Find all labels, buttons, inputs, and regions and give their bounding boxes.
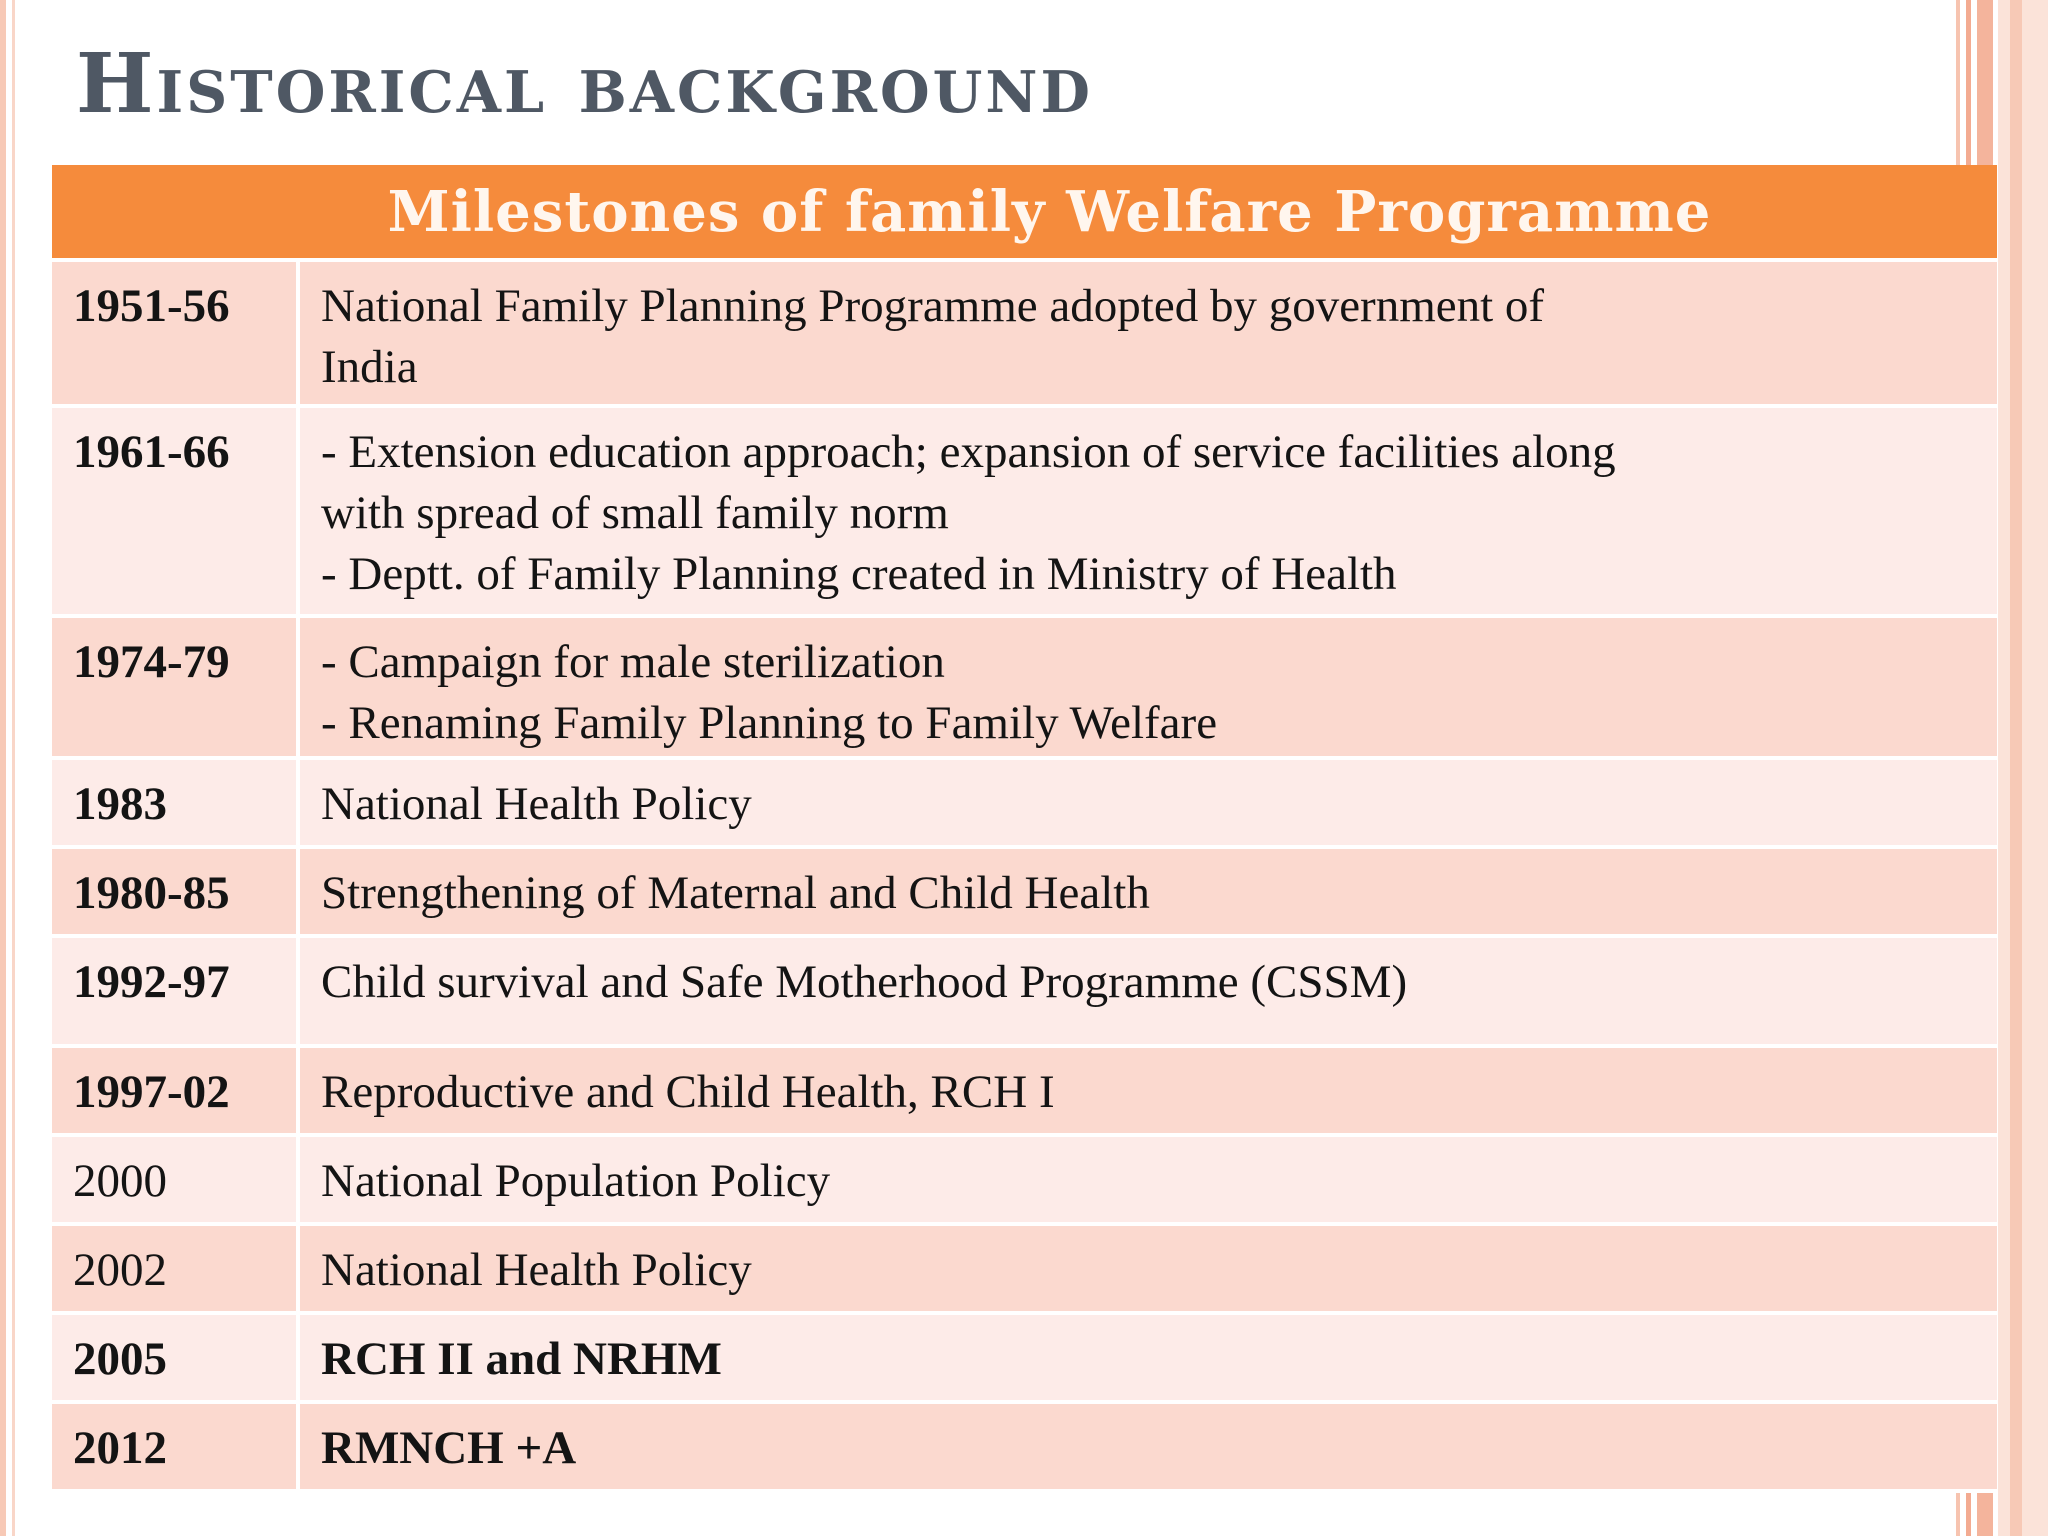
description-line: India bbox=[321, 341, 418, 393]
table-row bbox=[52, 849, 1997, 938]
description-line: - Deptt. of Family Planning created in Ministry of Health bbox=[321, 548, 1397, 600]
description-cell bbox=[300, 1226, 1997, 1311]
description-line: RMNCH +A bbox=[321, 1422, 577, 1474]
right-border-stripe-4 bbox=[2010, 0, 2022, 1536]
year-cell: 1997-02 bbox=[52, 1048, 300, 1133]
description-line: National Population Policy bbox=[321, 1155, 831, 1207]
year-cell: 1983 bbox=[52, 760, 300, 845]
description-line: - Extension education approach; expansion of service facilities along bbox=[321, 426, 1616, 478]
description-line: Strengthening of Maternal and Child Health bbox=[321, 867, 1150, 919]
table-row bbox=[52, 938, 1997, 1048]
year-cell: 2005 bbox=[52, 1315, 300, 1400]
year-cell: 1980-85 bbox=[52, 849, 300, 934]
description-line: - Campaign for male sterilization bbox=[321, 636, 945, 688]
table-row bbox=[52, 1137, 1997, 1226]
description-cell bbox=[300, 262, 1997, 404]
description-cell bbox=[300, 760, 1997, 845]
year-cell: 1951-56 bbox=[52, 262, 300, 404]
year-cell: 1961-66 bbox=[52, 408, 300, 614]
description-line: Reproductive and Child Health, RCH I bbox=[321, 1066, 1055, 1118]
description-cell bbox=[300, 849, 1997, 934]
slide-title: Historical background bbox=[76, 36, 1093, 132]
description-line: National Health Policy bbox=[321, 1244, 752, 1296]
description-cell bbox=[300, 1315, 1997, 1400]
year-cell: 1974-79 bbox=[52, 618, 300, 756]
description-line: National Family Planning Programme adopted by government of bbox=[321, 280, 1545, 332]
description-line: RCH II and NRHM bbox=[321, 1333, 722, 1385]
table-row bbox=[52, 1315, 1997, 1404]
description-line: - Renaming Family Planning to Family Welfare bbox=[321, 697, 1218, 749]
table-row bbox=[52, 1226, 1997, 1315]
description-cell bbox=[300, 1137, 1997, 1222]
year-cell: 2012 bbox=[52, 1404, 300, 1489]
table-row bbox=[52, 262, 1997, 408]
description-cell bbox=[300, 938, 1997, 1044]
left-border-thin-stripe bbox=[12, 0, 15, 1536]
table-row bbox=[52, 618, 1997, 760]
description-line: National Health Policy bbox=[321, 778, 752, 830]
left-border-stripe bbox=[0, 0, 6, 1536]
description-line: Child survival and Safe Motherhood Programme (CSSM) bbox=[321, 956, 1408, 1008]
table-header: Milestones of family Welfare Programme bbox=[52, 165, 1997, 262]
year-cell: 2000 bbox=[52, 1137, 300, 1222]
year-cell: 1992-97 bbox=[52, 938, 300, 1044]
right-border-panel bbox=[1998, 0, 2048, 1536]
description-cell bbox=[300, 618, 1997, 756]
year-cell: 2002 bbox=[52, 1226, 300, 1311]
table-row bbox=[52, 1048, 1997, 1137]
description-cell bbox=[300, 1048, 1997, 1133]
description-cell bbox=[300, 408, 1997, 614]
description-cell bbox=[300, 1404, 1997, 1489]
table-row bbox=[52, 408, 1997, 618]
table-row bbox=[52, 760, 1997, 849]
description-line: with spread of small family norm bbox=[321, 487, 949, 539]
milestones-table bbox=[52, 165, 1997, 1493]
table-row bbox=[52, 1404, 1997, 1493]
